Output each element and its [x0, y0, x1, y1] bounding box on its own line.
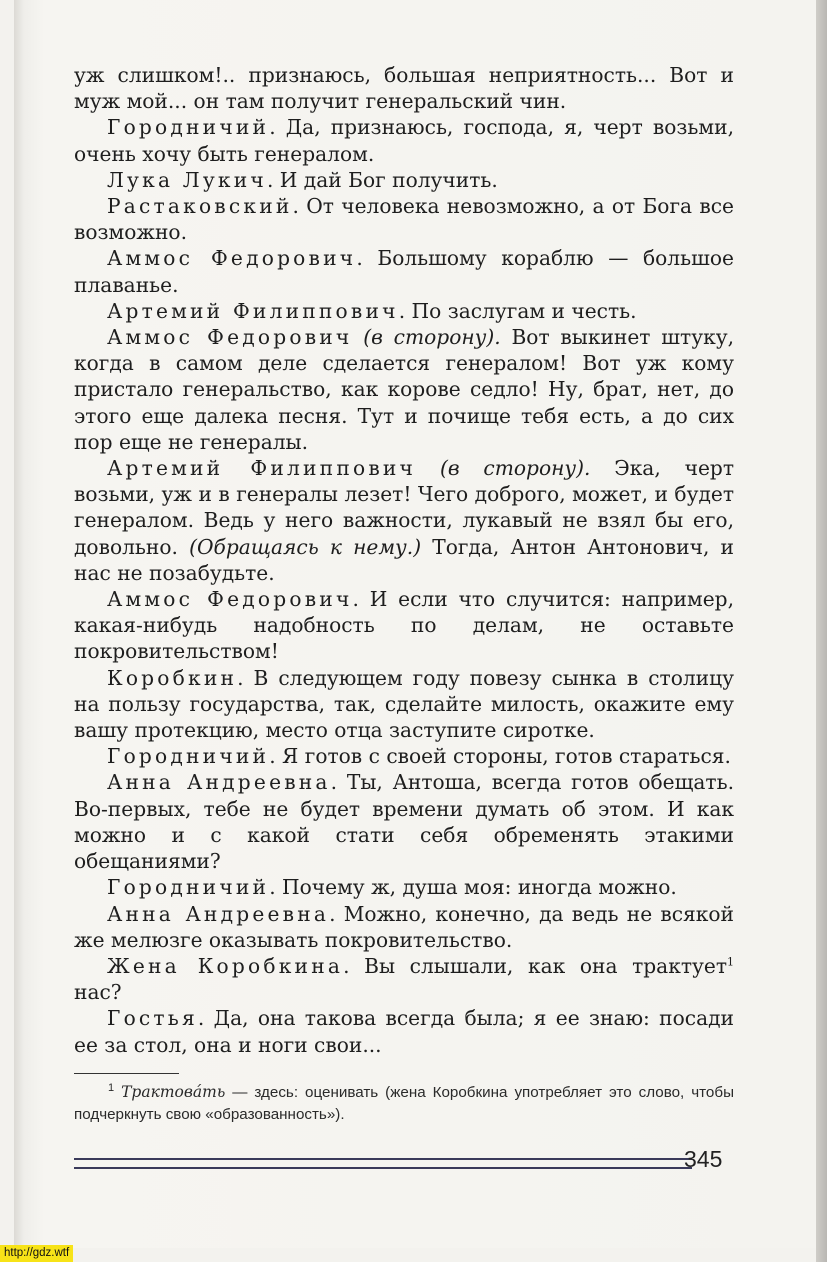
- watermark-link[interactable]: http://gdz.wtf: [0, 1245, 73, 1262]
- paragraph: Коробкин. В следующем году повезу сынка в столицу на пользу государства, так, сделайте милость, окажите ему вашу протекцию, место отца заступите сиротке.: [74, 665, 734, 743]
- footnote-term: Трактовáть: [121, 1083, 226, 1101]
- speaker-name: Городничий: [107, 875, 270, 900]
- paragraph: Растаковский. От человека невозможно, а от Бога все возможно.: [74, 194, 734, 245]
- paragraph: Артемий Филиппович. По заслугам и честь.: [107, 298, 637, 323]
- book-page: [14, 0, 816, 1248]
- speaker-name: Растаковский: [107, 194, 293, 219]
- paragraph: Аммос Федорович (в сторону). Вот выкинет штуку, когда в самом деле сделается генералом! Вот уж кому пристало генеральство, как корове седло! Ну, брат, нет, до этого еще далека песня. Тут и почище тебя есть, а до сих пор еще не генералы.: [74, 325, 734, 454]
- page-footer-rule: [74, 1158, 692, 1169]
- paragraph: Жена Коробкина. Вы слышали, как она трактует$^1$ нас?: [74, 953, 734, 1005]
- page-number: 345: [684, 1146, 723, 1172]
- speaker-name: Артемий Филиппович: [107, 456, 417, 481]
- paragraph: Городничий. Я готов с своей стороны, готов стараться.: [107, 744, 731, 769]
- speaker-name: Аммос Федорович: [107, 246, 357, 271]
- stage-direction: (Обращаясь к нему.): [189, 534, 422, 559]
- paragraph: уж слишком!.. признаюсь, большая неприятность... Вот и муж мой... он там получит генеральский чин.: [74, 63, 734, 114]
- speaker-name: Гостья: [107, 1006, 198, 1031]
- speaker-name: Анна Андреевна: [107, 901, 330, 926]
- speaker-name: Анна Андреевна: [107, 770, 331, 795]
- paragraph: Городничий. Почему ж, душа моя: иногда можно.: [107, 875, 677, 900]
- speaker-name: Аммос Федорович: [107, 325, 353, 350]
- footnote-divider: [74, 1073, 179, 1074]
- speaker-name: Артемий Филиппович: [107, 298, 399, 323]
- footnote-marker[interactable]: 1: [727, 955, 734, 969]
- speaker-name: Городничий: [107, 115, 270, 140]
- speaker-name: Городничий: [107, 744, 270, 769]
- speaker-name: Аммос Федорович: [107, 587, 353, 612]
- paragraph: Артемий Филиппович (в сторону). Эка, черт возьми, уж и в генералы лезет! Чего доброго, может, и будет генералом. Ведь у него важности, лукавый не взял бы его, довольно. (Обращаясь к нему.) Тогда, Антон Антонович, и нас не позабудьте.: [74, 456, 734, 585]
- page-edge: [816, 0, 827, 1262]
- speaker-name: Коробкин: [107, 665, 238, 690]
- paragraph: Анна Андреевна. Можно, конечно, да ведь не всякой же мелюзге оказывать покровительство.: [74, 901, 734, 952]
- paragraph: Гостья. Да, она такова всегда была; я ее знаю: посади ее за стол, она и ноги свои...: [74, 1006, 734, 1057]
- paragraph: Лука Лукич. И дай Бог получить.: [107, 167, 498, 192]
- paragraph: Аммос Федорович. И если что случится: например, какая-нибудь надобность по делам, не оставьте покровительством!: [74, 587, 734, 664]
- speaker-name: Жена Коробкина: [107, 953, 344, 978]
- paragraph: Аммос Федорович. Большому кораблю — большое плаванье.: [74, 246, 734, 297]
- stage-direction: (в сторону).: [352, 325, 501, 350]
- speaker-name: Лука Лукич: [107, 167, 267, 192]
- stage-direction: (в сторону).: [416, 456, 591, 481]
- play-text: [74, 62, 734, 1058]
- paragraph: Городничий. Да, признаюсь, господа, я, черт возьми, очень хочу быть генералом.: [74, 115, 734, 166]
- paragraph: Анна Андреевна. Ты, Антоша, всегда готов обещать. Во-первых, тебе не будет времени думать об этом. И как можно и с какой стати себя обременять этакими обещаниями?: [74, 770, 734, 874]
- footnote: $^1$ Трактовáть — здесь: оценивать (жена Коробкина употребляет это слово, чтобы подчеркнуть свою «образованность»).: [74, 1081, 734, 1123]
